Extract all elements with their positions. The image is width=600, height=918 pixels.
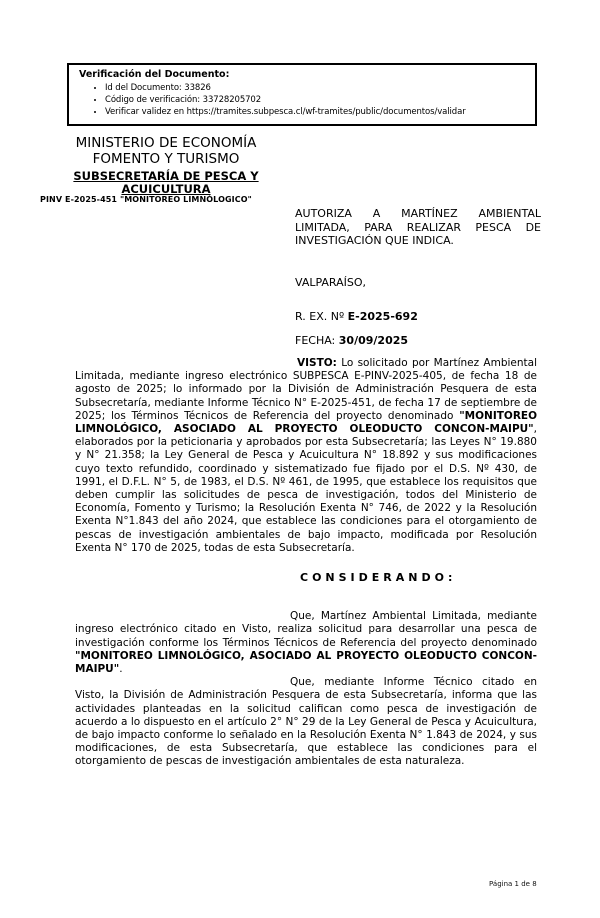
subsecretaria-title: SUBSECRETARÍA DE PESCA Y ACUICULTURA [73,169,259,196]
verification-item-document-id: • Id del Documento: 33826 [105,82,529,94]
resolution-number-label: R. EX. Nº [295,310,348,323]
date-value: 30/09/2025 [338,334,409,347]
considerando-1-project-name: "MONITOREO LIMNOLÓGICO, ASOCIADO AL PROYECTO OLEODUCTO CONCON-MAIPU" [75,649,537,676]
resolution-number: E-2025-692 [347,310,418,323]
resolution-number-line [295,310,418,323]
verification-item-code: • Código de verificación: 33728205702 [105,94,529,106]
considerando-paragraph-2: Que, mediante Informe Técnico citado en Visto, la División de Administración Pesquera de esta Subsecretaría, informa que las actividades planteadas en la solicitud califican como pesca de investigación de acuerdo a lo dispuesto en el artículo 2° N° 29 de la Ley General de Pesca y Acuicultura, de bajo impacto conforme lo señalado en la Resolución Exenta N° 1.843 de 2024, y sus modificaciones, de esta Subsecretaría, que establece las condiciones para el otorgamiento de pescas de investigación ambientales de esta naturaleza. [75,676,537,768]
verification-list [79,82,529,118]
project-reference: PINV E-2025-451 "MONITOREO LIMNÓLOGICO" [40,195,252,204]
visto-label: VISTO: [297,357,337,369]
considerando-1-text-1: Que, Martínez Ambiental Limitada, mediante ingreso electrónico citado en Visto, realiza solicitud para desarrollar una pesca de investigación conforme los Términos Técnicos de Referencia del proyecto denominado [75,610,537,649]
considerando-1-text-2: . [119,663,123,676]
document-body [75,357,537,769]
ministry-name: MINISTERIO DE ECONOMÍA FOMENTO Y TURISMO [75,135,257,167]
visto-paragraph [75,357,537,555]
verification-item-url: • Verificar validez en https://tramites.subpesca.cl/wf-tramites/public/documentos/validar [105,106,529,118]
visto-text-1: Lo solicitado por Martínez Ambiental Limitada, mediante ingreso electrónico SUBPESCA E-PINV-2025-405, de fecha 18 de agosto de 2025; lo informado por la División de Administración Pesquera de esta Subsecretaría, mediante Informe Técnico N° E-2025-451, de fecha 17 de septiembre de 2025; los Términos Técnicos de Referencia del proyecto denominado [75,357,537,422]
considerando-heading: CONSIDERANDO: [300,571,457,585]
verification-title: Verificación del Documento: [79,69,230,80]
page-indicator: Página 1 de 8 [489,880,537,888]
visto-text-2: , elaborados por la peticionaria y aprobados por esta Subsecretaría; las Leyes N° 19.880 y N° 21.358; la Ley General de Pesca y Acuicultura N° 18.892 y sus modificaciones cuyo texto refundido, coordinado y sistematizado fue fijado por el D.S. Nº 430, de 1991, el D.F.L. N° 5, de 1983, el D.S. Nº 461, de 1995, que establece los requisitos que deben cumplir las solicitudes de pesca de investigación, todos del Ministerio de Economía, Fomento y Turismo; la Resolución Exenta N° 746, de 2022 y la Resolución Exenta N°1.843 del año 2024, que establece las condiciones para el otorgamiento de pescas de investigación ambientales de bajo impacto, modificada por Resolución Exenta N° 170 de 2025, todas de esta Subsecretaría. [75,423,537,554]
city-line: VALPARAÍSO, [295,276,367,289]
date-label: FECHA: [295,334,339,347]
verification-box [67,63,537,126]
resolution-title: AUTORIZA A MARTÍNEZ AMBIENTAL LIMITADA, PARA REALIZAR PESCA DE INVESTIGACIÓN QUE INDICA. [295,207,541,247]
date-line [295,334,408,347]
considerando-paragraph-1 [75,610,537,676]
visto-project-name: "MONITOREO LIMNOLÓGICO, ASOCIADO AL PROYECTO OLEODUCTO CONCON-MAIPU" [75,409,537,436]
